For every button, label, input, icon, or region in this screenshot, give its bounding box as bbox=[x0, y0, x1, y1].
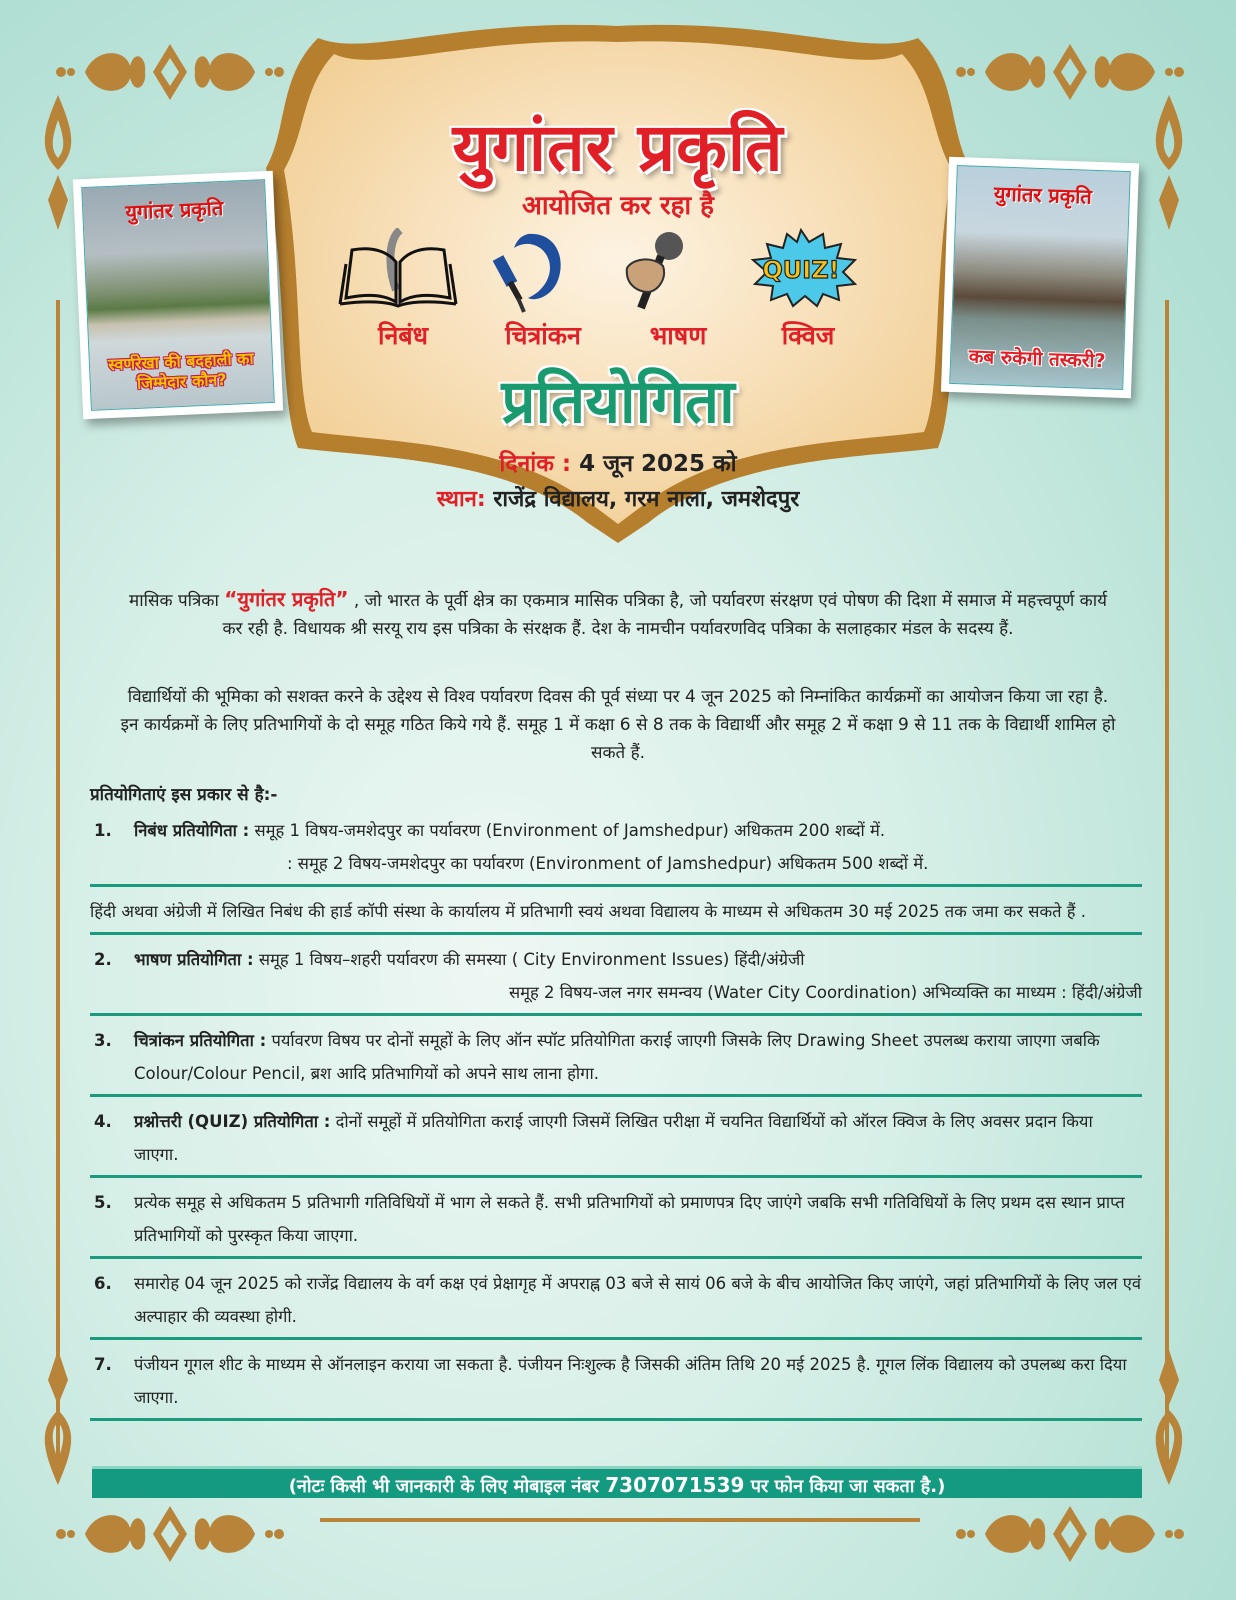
event-icons-row bbox=[338, 228, 898, 358]
item-number: 4. bbox=[94, 1112, 112, 1131]
svg-text:QUIZ!: QUIZ! bbox=[762, 256, 840, 284]
frame-border-right bbox=[1165, 300, 1169, 1470]
cover-image bbox=[81, 179, 275, 411]
event-label: भाषण bbox=[649, 321, 707, 350]
item-text: समारोह 04 जून 2025 को राजेंद्र विद्यालय के वर्ग कक्ष एवं प्रेक्षागृह में अपराह्न 03 बजे से सायं 06 बजे के बीच आयोजित किए जाएंगे, जहां प्रतिभागियों के लिए जल एवं अल्पाहार की व्यवस्था होगी. bbox=[134, 1274, 1142, 1326]
item-text: पंजीयन गूगल शीट के माध्यम से ऑनलाइन कराया जा सकता है. पंजीयन निःशुल्क है जिसकी अंतिम तिथि 20 मई 2025 है. गूगल लिंक विद्यालय को उपलब्ध करा दिया जाएगा. bbox=[134, 1355, 1127, 1407]
list-item-registration bbox=[90, 1340, 1142, 1421]
brand-subtitle: आयोजित कर रहा है bbox=[522, 191, 714, 221]
list-item-essay bbox=[90, 812, 1142, 887]
frame-border-bottom bbox=[320, 1518, 920, 1522]
venue-value: राजेंद्र विद्यालय, गरम नाला, जमशेदपुर bbox=[493, 487, 800, 512]
item-number: 2. bbox=[94, 950, 112, 969]
list-item-participants bbox=[90, 1178, 1142, 1259]
contact-note-bar bbox=[92, 1466, 1142, 1498]
list-item-essay-note bbox=[90, 887, 1142, 935]
event-venue bbox=[258, 483, 978, 513]
book-quill-icon bbox=[338, 228, 458, 308]
list-item-speech bbox=[90, 935, 1142, 1016]
brand-name-inline: “युगांतर प्रकृति” bbox=[224, 587, 349, 611]
ornament-side-right-top-icon bbox=[1144, 90, 1194, 240]
event-drawing bbox=[478, 228, 608, 352]
item-title: प्रश्नोत्तरी (QUIZ) प्रतियोगिता : bbox=[134, 1112, 331, 1131]
cover-title: युगांतर प्रकृति bbox=[993, 181, 1093, 209]
item-number: 5. bbox=[94, 1193, 112, 1212]
item-line: समूह 2 विषय-जल नगर समन्वय (Water City Coordination) अभिव्यक्ति का माध्यम : हिंदी/अंग्रेजी bbox=[508, 983, 1142, 1002]
cover-headline: स्वर्णरेखा की बदहाली का जिम्मेदार कौन? bbox=[107, 348, 254, 393]
event-label: चित्रांकन bbox=[505, 321, 581, 350]
event-label: क्विज bbox=[781, 321, 835, 350]
microphone-icon bbox=[613, 228, 693, 314]
intro-paragraph-2: विद्यार्थियों की भूमिका को सशक्त करने के उद्देश्य से विश्व पर्यावरण दिवस की पूर्व संध्या पर 4 जून 2025 को निम्नांकित कार्यक्रमों का आयोजन किया जा रहा है. इन कार्यक्रमों के लिए प्रतिभागियों के दो समूह गठित किये गये हैं. समूह 1 में कक्षा 6 से 8 तक के विद्यार्थी और समूह 2 में कक्षा 9 से 11 तक के विद्यार्थी शामिल हो सकते हैं. bbox=[120, 687, 1116, 763]
venue-label: स्थान: bbox=[436, 487, 486, 512]
competition-list bbox=[90, 812, 1142, 1421]
list-item-drawing bbox=[90, 1016, 1142, 1097]
event-speech bbox=[613, 228, 743, 352]
magazine-cover-left bbox=[73, 171, 283, 419]
ornament-bottom-right-icon bbox=[955, 1500, 1185, 1570]
frame-border-left bbox=[56, 300, 60, 1470]
ornament-side-left-bottom-icon bbox=[33, 1340, 83, 1490]
quiz-burst-icon bbox=[743, 228, 859, 308]
header-badge bbox=[258, 18, 978, 548]
item-line: समूह 1 विषय-जमशेदपुर का पर्यावरण (Environment of Jamshedpur) अधिकतम 200 शब्दों में. bbox=[249, 821, 886, 840]
magazine-cover-right bbox=[941, 157, 1139, 398]
date-value: 4 जून 2025 को bbox=[579, 451, 737, 477]
cover-headline: कब रुकेगी तस्करी? bbox=[968, 345, 1106, 373]
item-title: भाषण प्रतियोगिता : bbox=[134, 950, 254, 969]
item-line: समूह 1 विषय–शहरी पर्यावरण की समस्या ( City Environment Issues) हिंदी/अंग्रेजी bbox=[253, 950, 805, 969]
ornament-bottom-left-icon bbox=[55, 1500, 285, 1570]
item-line: : समूह 2 विषय-जमशेदपुर का पर्यावरण (Environment of Jamshedpur) अधिकतम 500 शब्दों में. bbox=[287, 854, 929, 873]
event-quiz bbox=[743, 228, 873, 352]
paintbrush-icon bbox=[478, 228, 568, 314]
competitions-heading: प्रतियोगिताएं इस प्रकार से है:- bbox=[90, 785, 278, 805]
item-text: पर्यावरण विषय पर दोनों समूहों के लिए ऑन स्पॉट प्रतियोगिता कराई जाएगी जिसके लिए Drawing Sheet उपलब्ध कराया जाएगा जबकि Colour/Colour Pencil, ब्रश आदि प्रतिभागियों को अपने साथ लाना होगा. bbox=[134, 1031, 1100, 1083]
item-number: 6. bbox=[94, 1274, 112, 1293]
event-label: निबंध bbox=[377, 321, 428, 350]
brand-title: युगांतर प्रकृति bbox=[452, 109, 784, 186]
intro-paragraph-1 bbox=[120, 585, 1116, 643]
list-item-quiz bbox=[90, 1097, 1142, 1178]
ornament-side-right-bottom-icon bbox=[1144, 1340, 1194, 1490]
list-item-ceremony bbox=[90, 1259, 1142, 1340]
item-text: प्रत्येक समूह से अधिकतम 5 प्रतिभागी गतिविधियों में भाग ले सकते हैं. सभी प्रतिभागियों को प्रमाणपत्र दिए जाएंगे जबकि सभी गतिविधियों के लिए प्रथम दस स्थान प्राप्त प्रतिभागियों को पुरस्कृत किया जाएगा. bbox=[134, 1193, 1125, 1245]
competition-title: प्रतियोगिता bbox=[501, 367, 735, 437]
cover-title: युगांतर प्रकृति bbox=[124, 195, 224, 225]
date-label: दिनांक : bbox=[499, 451, 572, 477]
ornament-top-left-icon bbox=[55, 38, 285, 108]
event-essay bbox=[338, 228, 468, 352]
item-number: 1. bbox=[94, 821, 112, 840]
phone-number[interactable]: 7307071539 bbox=[605, 1473, 745, 1497]
item-number: 7. bbox=[94, 1355, 112, 1374]
item-text: हिंदी अथवा अंग्रेजी में लिखित निबंध की हार्ड कॉपी संस्था के कार्यालय में प्रतिभागी स्वयं अथवा विद्यालय के माध्यम से अधिकतम 30 मई 2025 तक जमा कर सकते हैं . bbox=[90, 902, 1087, 921]
note-text: (नोटः किसी भी जानकारी के लिए मोबाइल नंबर bbox=[288, 1476, 606, 1497]
item-text: दोनों समूहों में प्रतियोगिता कराई जाएगी जिसमें लिखित परीक्षा में चयनित विद्यार्थियों को ऑरल क्विज के लिए अवसर प्रदान किया जाएगा. bbox=[134, 1112, 1093, 1164]
intro-text: मासिक पत्रिका bbox=[129, 591, 225, 611]
note-text: पर फोन किया जा सकता है.) bbox=[744, 1476, 946, 1497]
item-title: निबंध प्रतियोगिता : bbox=[134, 821, 250, 840]
cover-image bbox=[949, 165, 1131, 390]
intro-text: , जो भारत के पूर्वी क्षेत्र का एकमात्र मासिक पत्रिका है, जो पर्यावरण संरक्षण एवं पोषण की दिशा में समाज में महत्त्वपूर्ण कार्य कर रही है. विधायक श्री सरयू राय इस पत्रिका के संरक्षक हैं. देश के नामचीन पर्यावरणविद पत्रिका के सलाहकार मंडल के सदस्य हैं. bbox=[222, 591, 1107, 639]
item-title: चित्रांकन प्रतियोगिता : bbox=[134, 1031, 267, 1050]
item-number: 3. bbox=[94, 1031, 112, 1050]
event-date bbox=[258, 446, 978, 478]
